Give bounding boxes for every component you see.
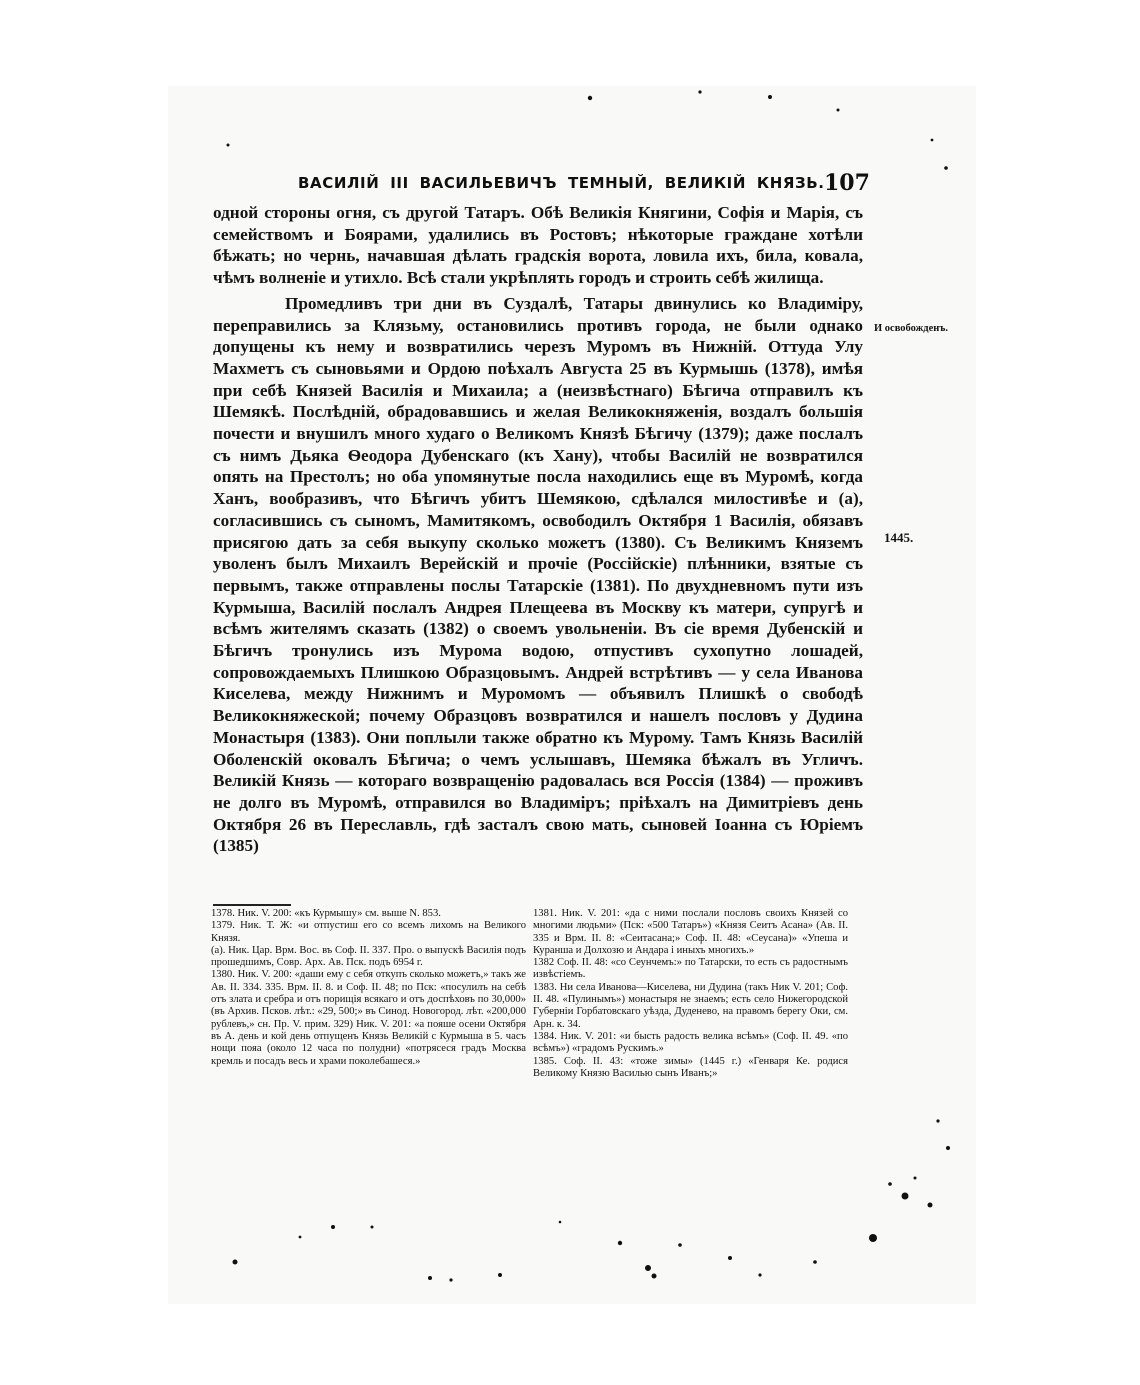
footnote-rule: [213, 904, 291, 906]
paragraph: Промедливъ три дни въ Суздалѣ, Татары двинулись ко Владиміру, переправились за Клязьму, остановились противъ города, не были однако допущены къ нему и возвратились черезъ Муромъ въ Нижній. Оттуда Улу Махметъ съ сыновьями и Ордою поѣхалъ Августа 25 въ Курмышь (1378), имѣя при себѣ Князей Василія и Михаила; а (неизвѣстнаго) Бѣгича отправилъ къ Шемякѣ. Послѣдній, обрадовавшись и желая Великокняженія, воздалъ большія почести и внушилъ много худаго о Великомъ Князѣ Бѣгичу (1379); даже послалъ съ нимъ Дьяка Ѳеодора Дубенскаго (къ Хану), чтобы Василій не возвратился опять на Престолъ; но оба упомянутые посла находились еще въ Муромѣ, когда Ханъ, вообразивъ, что Бѣгичъ убитъ Шемякою, сдѣлался милостивѣе и (а), согласившись съ сыномъ, Мамитякомъ, освободилъ Октября 1 Василія, обязавъ присягою дать за себя выкупу сколько можетъ (1380). Съ Великимъ Княземъ уволенъ былъ Михаилъ Верейскій и прочіе (Россійскіе) плѣнники, взятые съ первымъ, также отправлены послы Татарскіе (1381). По двухдневномъ пути изъ Курмыша, Василій послалъ Андрея Плещеева въ Москву къ матери, супругѣ и всѣмъ жителямъ сказать (1382) о своемъ увольненіи. Въ сіе время Дубенскій и Бѣгичъ тронулись изъ Мурома водою, отпустивъ сухопутно лошадей, сопровождаемыхъ Плишкою Образцовымъ. Андрей встрѣтивъ — у села Иванова Киселева, между Нижнимъ и Муромомъ — объявилъ Плишкѣ о свободѣ Великокняжеской; почему Образцовъ возвратился и нашелъ пословъ у Дудина Монастыря (1383). Они поплыли также обратно къ Мурому. Тамъ Князь Василій Оболенскій оковалъ Бѣгича; о чемъ услышавъ, Шемяка бѣжалъ въ Угличъ. Великій Князь — котораго возвращенію радовалась вся Россія (1384) — проживъ не долго въ Муромѣ, отправился во Владиміръ; пріѣхалъ на Димитріевъ день Октября 26 въ Переславль, гдѣ засталъ свою мать, сыновей Іоанна съ Юріемъ (1385): [213, 293, 863, 856]
footnote: 1378. Ник. V. 200: «къ Курмышу» см. выше N. 853.: [211, 908, 441, 919]
running-head: ВАСИЛІЙ III ВАСИЛЬЕВИЧЪ ТЕМНЫЙ, ВЕЛИКІЙ КНЯЗЬ.: [298, 174, 825, 192]
footnotes-left-column: [211, 908, 526, 1068]
footnote: 1384. Ник. V. 201: «и бысть радость велика всѣмъ» (Соф. II. 49. «по всѣмъ») «градомъ Рускимъ.»: [533, 1030, 848, 1055]
footnote: 1381. Ник. V. 201: «да с ними послали пословъ своихъ Князей со многими людьми» (Пск: «500 Татаръ») «Князя Сеитъ Асана» (Ав. II. 335 и Врм. II. 8: «Сеитасана;» Соф. II. 48: «Сеусана)» «Упеша и Куранша и Долхозю и Андара і иныхъ многихъ.»: [533, 908, 848, 956]
footnote: 1380. Ник. V. 200: «даши ему с себя откупъ сколько можетъ,» такъ же Ав. II. 334. 335. Врм. II. 8. и Соф. II. 48; по Пск: «посулилъ на себѣ отъ злата и сребра и отъ порищія всякаго и отъ доспѣховъ по 30,000» (въ Архив. Псков. лѣт.: «29, 500;» въ Синод. Новогород. лѣт. «200,000 рублевъ,» сн. Пр. V. прим. 329) Ник. V. 201: «а пояше осени Октября въ А. день и кой день отпущенъ Князь Великій с Курмыша в 5. часъ нощи пояа (около 12 часа по полудни) «потрясеся градъ Москва кремль и посадъ весь и храми поколебашеся.»: [211, 969, 526, 1067]
margin-note-year: 1445.: [884, 530, 914, 545]
footnote: 1382 Соф. II. 48: «со Сеунчемъ:» по Татарски, то есть съ радостнымъ извѣстіемъ.: [533, 957, 848, 981]
footnotes-right-column: [533, 908, 848, 1080]
margin-note: И освобожденъ.: [874, 323, 949, 334]
footnote: 1379. Ник. Т. Ж: «и отпустиш его со всемъ лихомъ на Великого Князя.: [211, 920, 526, 944]
paragraph: одной стороны огня, съ другой Татаръ. Обѣ Великія Княгини, Софія и Марія, съ семействомъ и Боярами, удалились въ Ростовъ; нѣкоторые граждане хотѣли бѣжать; но чернь, начавшая дѣлать градскія ворота, ловила ихъ, била, ковала, чѣмъ волненіе и утихло. Всѣ стали укрѣплять городъ и строить себѣ жилища.: [213, 203, 863, 288]
footnote: 1383. Ни села Иванова—Киселева, ни Дудина (такъ Ник V. 201; Соф. II. 48. «Пулинымъ») монастыря не знаемъ; есть село Нижегородской Губерніи Горбатовскаго уѣзда, Дуденево, на правомъ берегу Оки, см. Арн. к. 34.: [533, 981, 848, 1030]
footnote: 1385. Соф. II. 43: «тоже зимы» (1445 г.) «Генваря Ке. родися Великому Князю Василью сынъ Иванъ;»: [533, 1055, 848, 1079]
footnote: (а). Ник. Цар. Врм. Вос. въ Соф. II. 337. Про. о выпускѣ Василія подъ прошедшимъ, Совр. Арх. Ав. Пск. подъ 6954 г.: [211, 944, 526, 969]
page-number: 107: [824, 170, 870, 196]
main-text: [213, 202, 863, 857]
